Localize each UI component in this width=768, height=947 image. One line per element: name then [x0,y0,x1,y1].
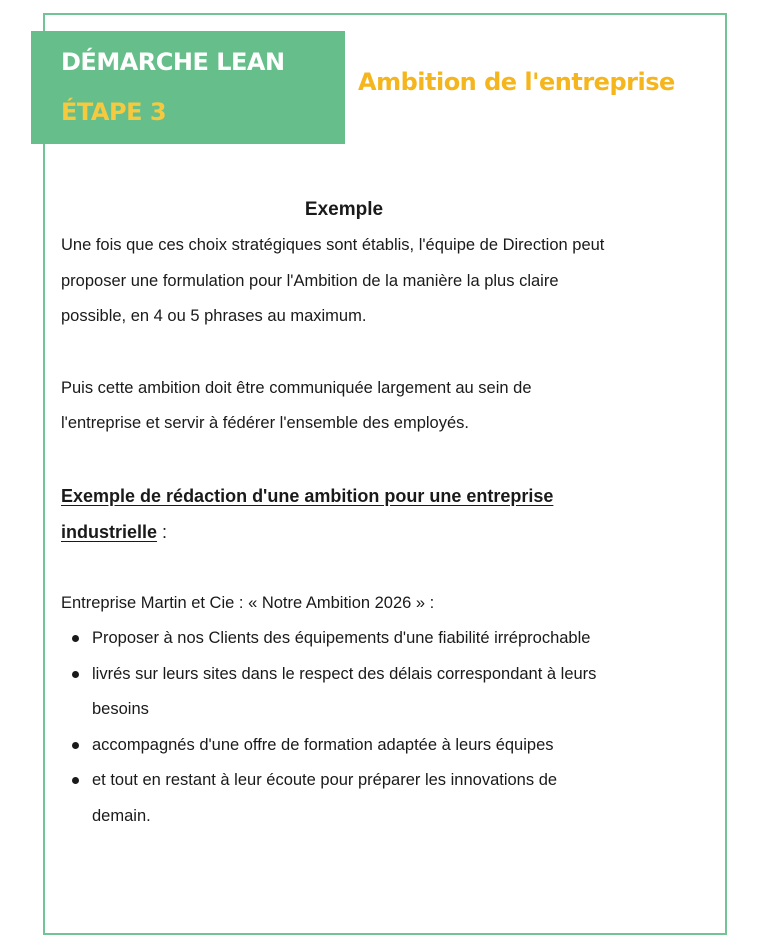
document-body [61,193,701,834]
paragraph-communication [61,371,701,442]
company-line: Entreprise Martin et Cie : « Notre Ambition 2026 » : [61,593,435,612]
bullet-icon [72,777,79,784]
list-item-text: et tout en restant à leur écoute pour préparer les innovations de [92,771,558,789]
paragraph-intro-line: Une fois que ces choix stratégiques sont établis, l'équipe de Direction peut [61,236,605,254]
paragraph-intro-line: possible, en 4 ou 5 phrases au maximum. [61,307,367,325]
list-item-text: accompagnés d'une offre de formation adaptée à leurs équipes [92,735,554,754]
badge-title: DÉMARCHE LEAN [61,48,285,76]
ambition-list [61,621,701,834]
subheading-line: industrielle [61,521,158,542]
paragraph-communication-line: l'entreprise et servir à fédérer l'ensemble des employés. [61,414,469,432]
example-heading: Exemple [304,199,384,220]
paragraph-intro-line: proposer une formulation pour l'Ambition de la manière la plus claire [61,271,559,290]
example-subheading [61,478,701,550]
badge-step: ÉTAPE 3 [61,98,167,126]
bullet-icon [72,671,79,678]
list-item-text: Proposer à nos Clients des équipements d'une fiabilité irréprochable [92,629,591,647]
list-item-text: besoins [92,700,149,718]
list-item [61,621,701,657]
list-item [61,657,701,728]
list-item [61,763,701,834]
list-item-text: demain. [92,806,151,825]
list-item-text: livrés sur leurs sites dans le respect des délais correspondant à leurs [92,664,597,683]
bullet-icon [72,742,79,749]
header-badge [31,31,345,144]
subheading-suffix: : [157,521,168,542]
bullet-icon [72,635,79,642]
paragraph-communication-line: Puis cette ambition doit être communiquée largement au sein de [61,378,532,397]
list-item [61,728,701,764]
paragraph-intro [61,228,701,335]
subheading-line: Exemple de rédaction d'une ambition pour une entreprise [61,485,554,506]
page-title: Ambition de l'entreprise [358,68,675,96]
